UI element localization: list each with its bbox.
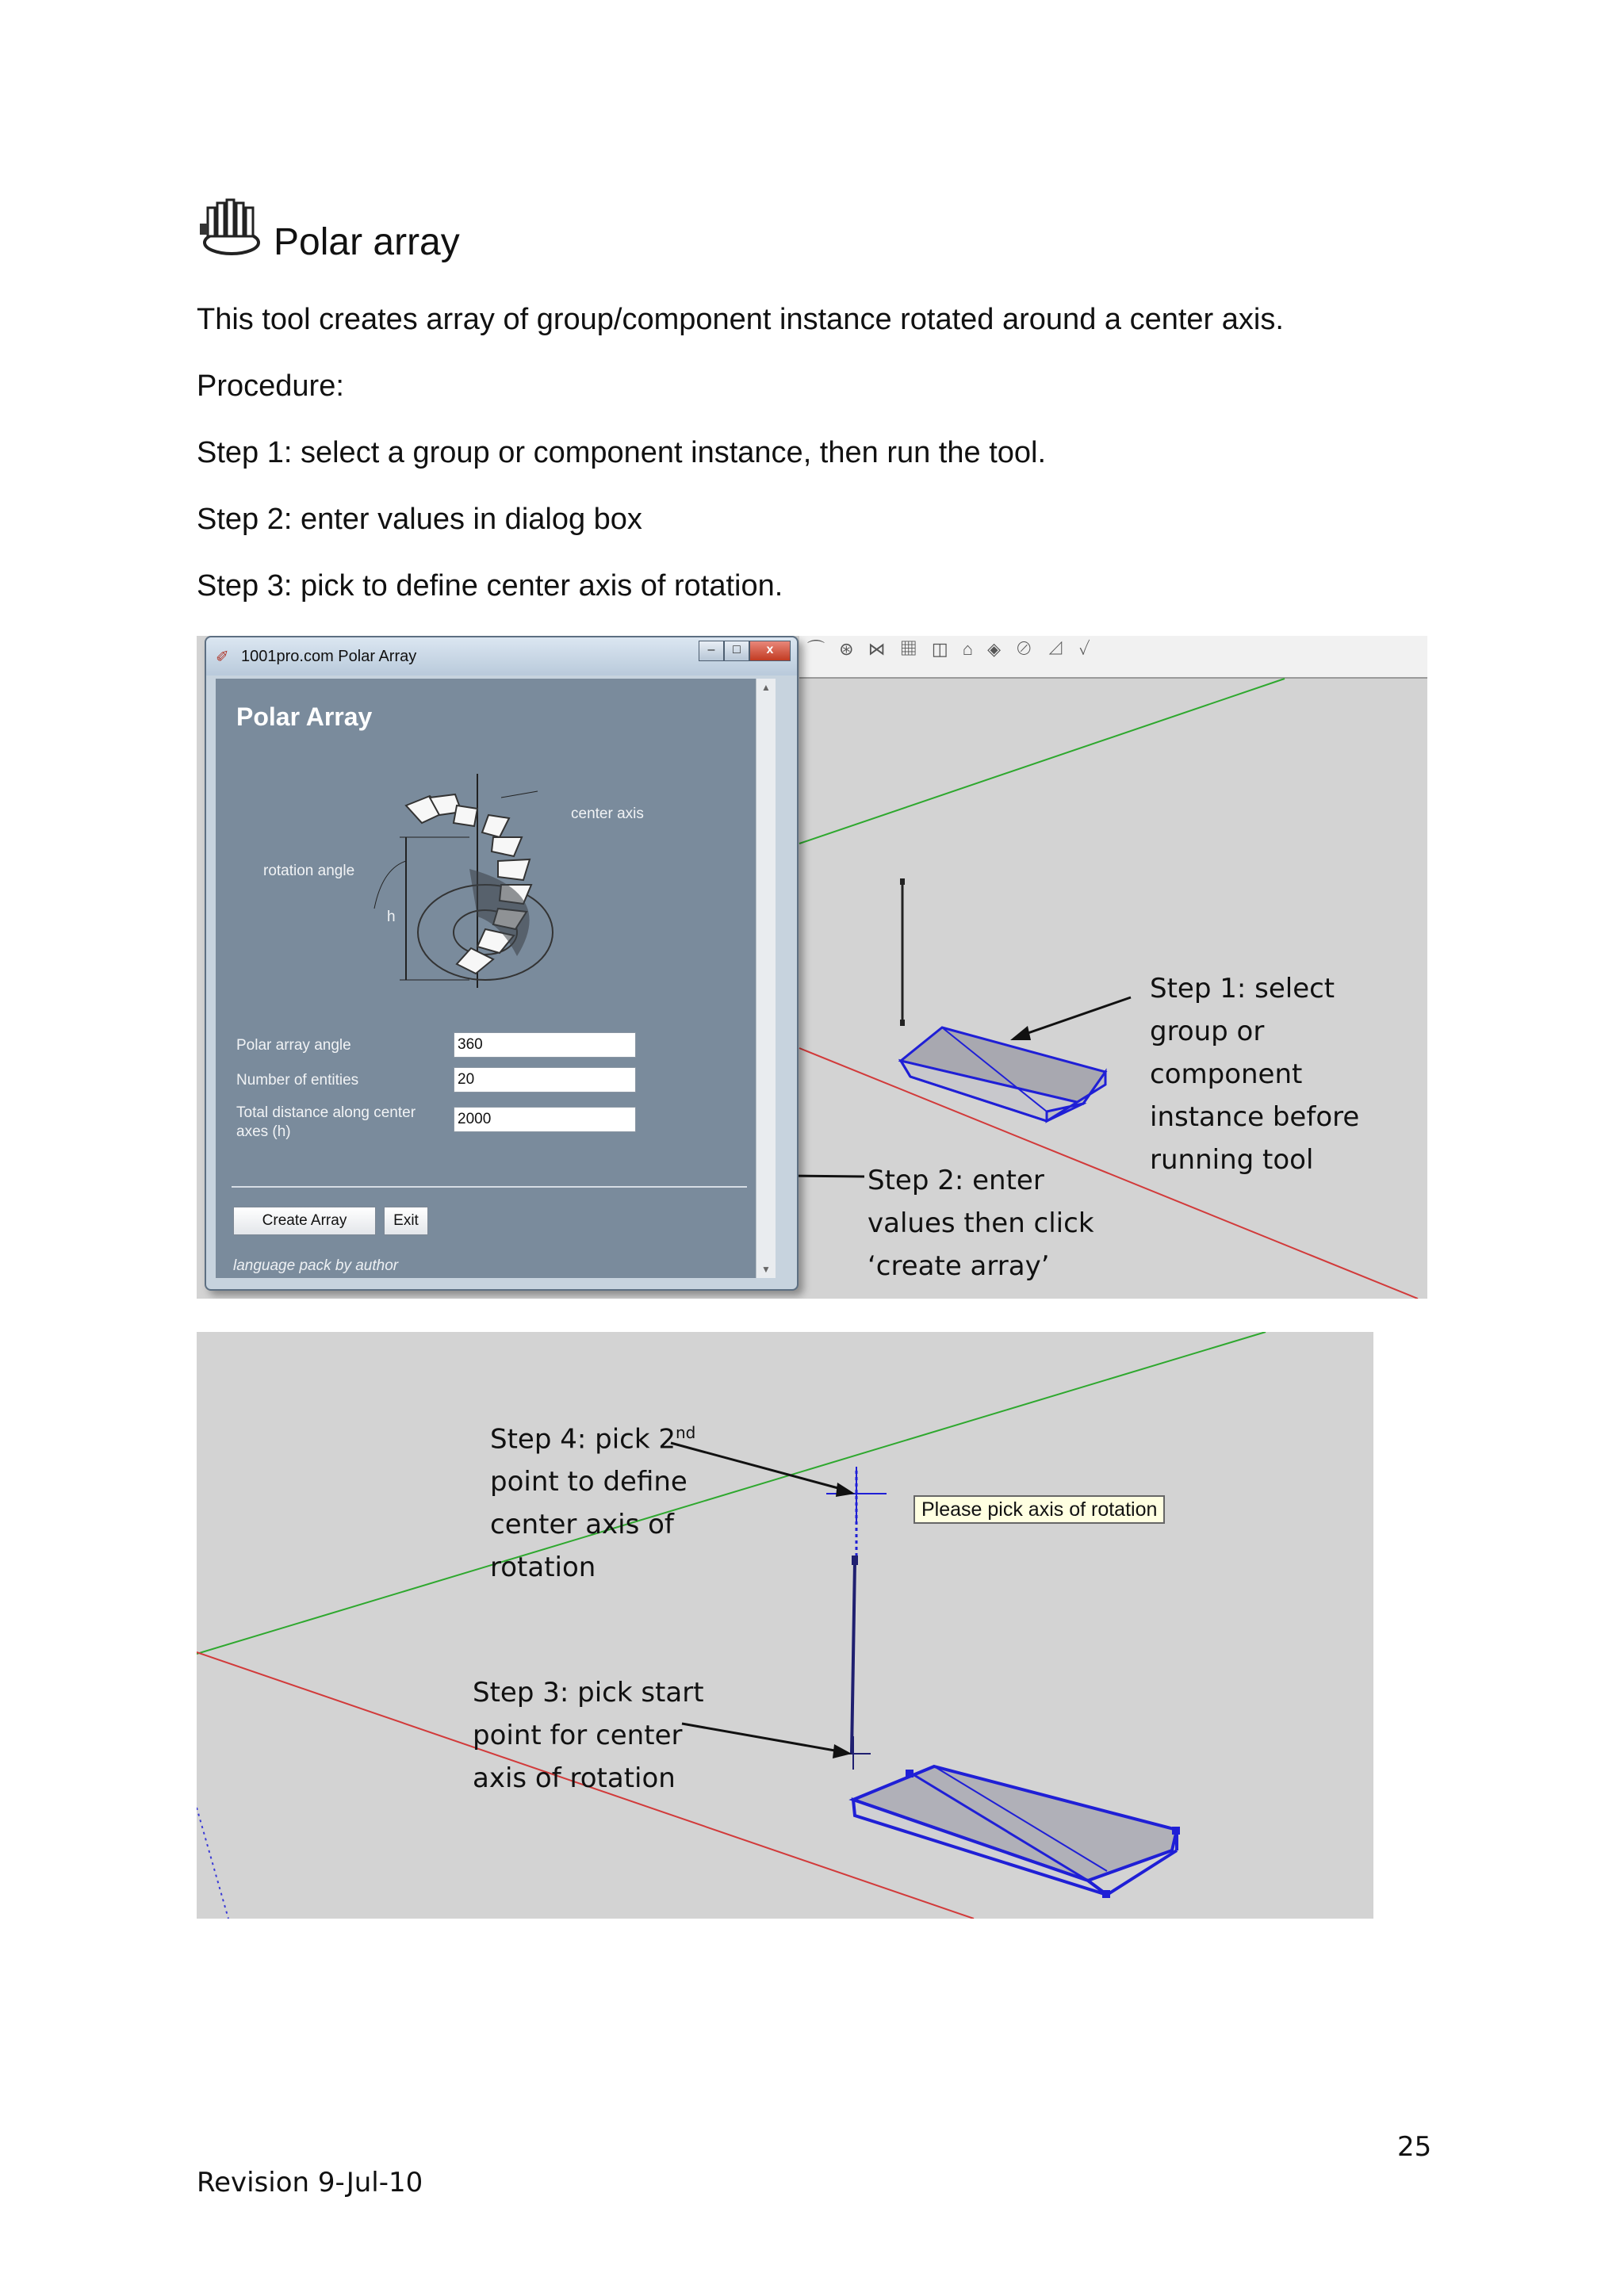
step-2-text: Step 2: enter values in dialog box [197, 503, 642, 536]
revision-note: Revision 9-Jul-10 [197, 2167, 423, 2198]
callout-step4 [490, 1411, 695, 1589]
callout-step2-line: Step 2: enter [868, 1165, 1044, 1196]
ordinal-superscript: nd [675, 1423, 696, 1442]
callout-step1-line: component [1150, 1058, 1303, 1090]
language-pack-note: language pack by author [233, 1257, 399, 1274]
green-axis [197, 1332, 1266, 1654]
scroll-up-icon[interactable]: ▲ [761, 682, 771, 693]
app-icon: ✐ [216, 649, 229, 666]
callout-step3-line: axis of rotation [473, 1762, 676, 1794]
total-distance-input[interactable] [454, 1107, 636, 1132]
page-number: 25 [1397, 2131, 1432, 2163]
field-label-entities: Number of entities [236, 1072, 359, 1089]
callout-step1-line: Step 1: select [1150, 973, 1335, 1004]
callout-step4-line: point to define [490, 1466, 688, 1498]
window-controls [699, 641, 791, 661]
entities-count-input[interactable] [454, 1067, 636, 1093]
minimize-button[interactable]: ‒ [699, 641, 724, 661]
dialog-heading: Polar Array [236, 702, 373, 731]
dialog-body [216, 679, 776, 1278]
arrow-step1 [1017, 997, 1131, 1037]
callout-step2 [868, 1159, 1094, 1288]
callout-step1-line: group or [1150, 1016, 1265, 1047]
window-title: 1001pro.com Polar Array [241, 648, 417, 665]
intro-paragraph: This tool creates array of group/component instance rotated around a center axis. [197, 303, 1284, 336]
page-title: Polar array [274, 221, 460, 263]
selected-component-box [853, 1766, 1180, 1898]
dialog-separator [232, 1186, 747, 1188]
callout-step4-line: center axis of [490, 1509, 674, 1541]
callout-step1-line: running tool [1150, 1144, 1314, 1176]
window-titlebar [206, 637, 797, 675]
illustration-label-center-axis: center axis [571, 806, 644, 822]
create-array-button[interactable]: Create Array [233, 1207, 376, 1235]
callout-step1 [1150, 967, 1359, 1181]
callout-step3 [473, 1671, 704, 1800]
callout-step2-line: ‘create array’ [868, 1250, 1050, 1282]
callout-step3-line: point for center [473, 1720, 683, 1751]
step-3-text: Step 3: pick to define center axis of rotation. [197, 569, 783, 603]
blue-axis [197, 1808, 228, 1919]
scene-canvas-2 [197, 1332, 1373, 1919]
exit-button[interactable]: Exit [384, 1207, 428, 1235]
pick-axis-tooltip: Please pick axis of rotation [914, 1495, 1165, 1524]
figure-dialog-screenshot [197, 636, 1427, 1299]
dialog-scrollbar[interactable] [756, 679, 776, 1278]
callout-step3-line: Step 3: pick start [473, 1677, 704, 1709]
step-1-text: Step 1: select a group or component instance, then run the tool. [197, 436, 1047, 469]
field-label-total-distance: Total distance along center axes (h) [236, 1104, 416, 1140]
callout-step4-line: rotation [490, 1552, 596, 1584]
polar-array-tool-icon [197, 197, 263, 260]
polar-array-dialog-window [205, 636, 799, 1291]
maximize-button[interactable]: □ [724, 641, 749, 661]
polar-angle-input[interactable] [454, 1032, 636, 1058]
toolbar-icons: ⌒ ⊛ ⋈ ▦ ◫ ⌂ ◈ ⊘ ⊿ ✓ [807, 639, 1095, 659]
callout-step4-text: Step 4: pick 2 [490, 1423, 676, 1456]
illustration-label-rotation-angle: rotation angle [263, 863, 355, 879]
callout-step1-line: instance before [1150, 1101, 1360, 1133]
illustration-label-height: h [387, 909, 396, 925]
green-axis [799, 679, 1285, 844]
figure-axis-pick-screenshot [197, 1332, 1373, 1919]
selected-component-box [901, 1027, 1105, 1121]
callout-step4-first-line [490, 1411, 695, 1460]
procedure-label: Procedure: [197, 369, 344, 403]
scroll-down-icon[interactable]: ▼ [761, 1264, 771, 1275]
field-label-polar-angle: Polar array angle [236, 1037, 351, 1054]
center-axis-line [852, 1562, 855, 1754]
callout-step2-line: values then click [868, 1207, 1094, 1239]
arrow-step3 [682, 1724, 844, 1752]
close-button[interactable]: x [749, 641, 791, 661]
